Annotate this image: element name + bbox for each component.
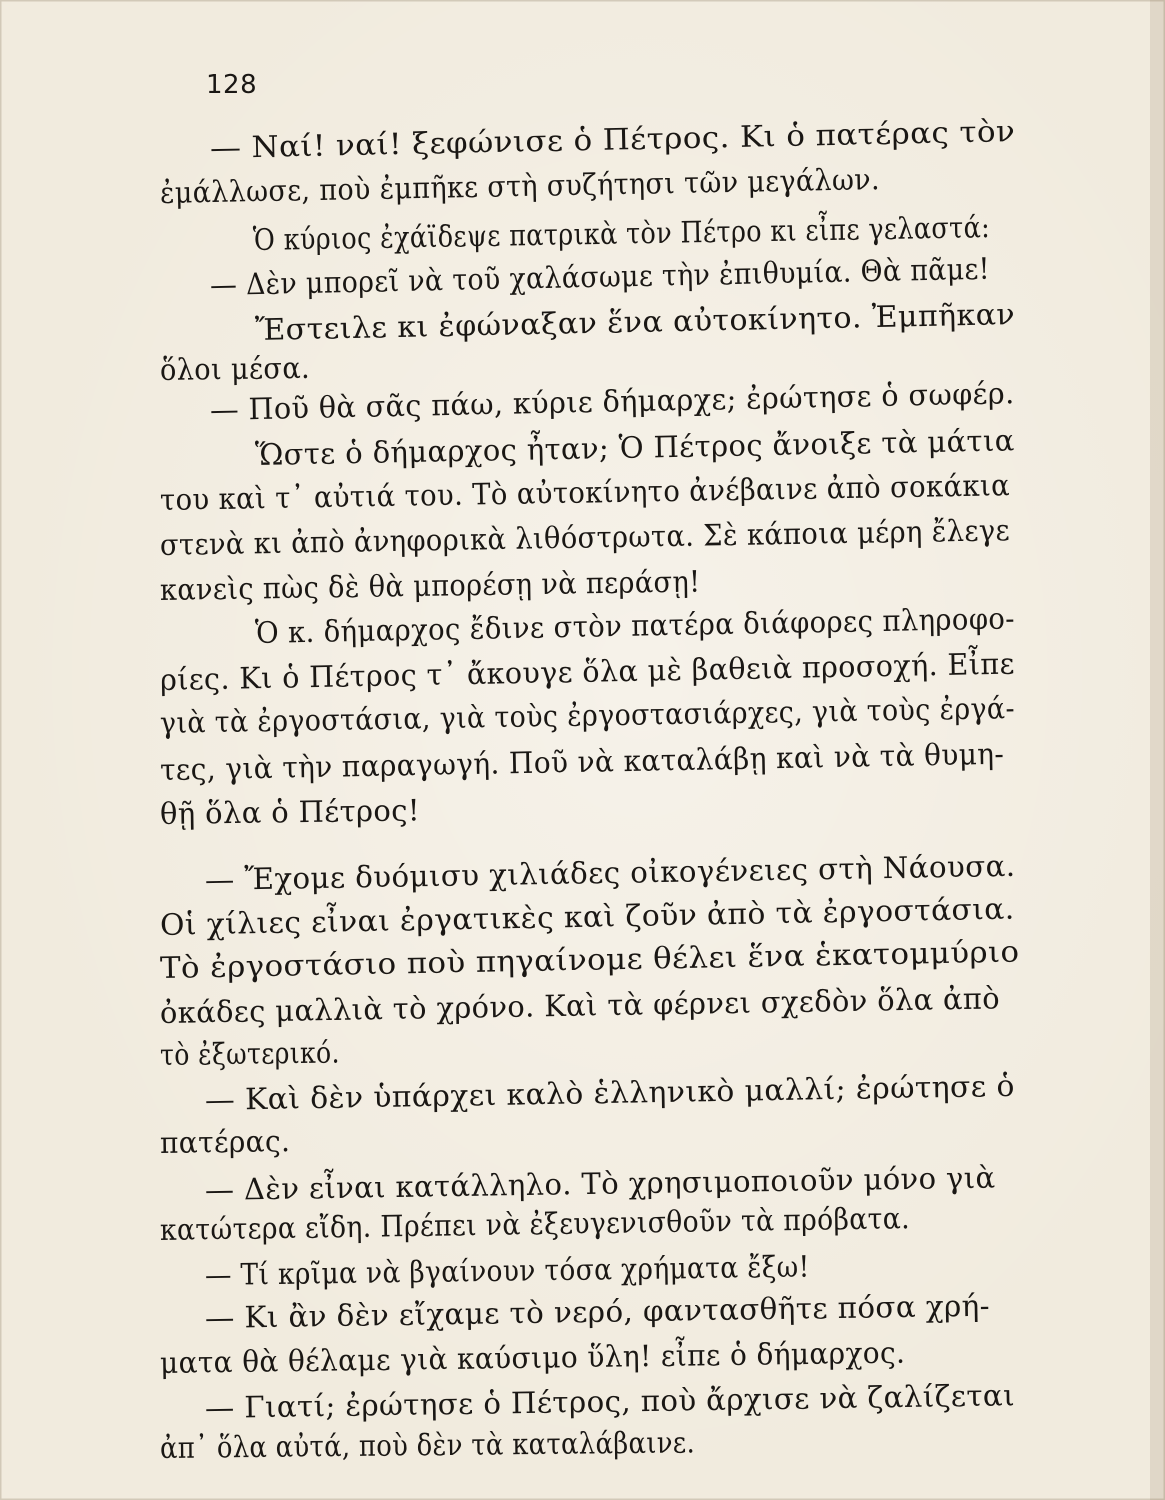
text-line: — Δὲν μπορεῖ νὰ τοῦ χαλάσωμε τὴν ἐπιθυμία. Θὰ πᾶμε!	[209, 251, 991, 302]
text-line: Οἱ χίλιες εἶναι ἐργατικὲς καὶ ζοῦν ἀπὸ τὰ ἐργοστάσια.	[159, 891, 1015, 942]
text-line: ματα θὰ θέλαμε γιὰ καύσιμο ὕλη! εἶπε ὁ δήμαρχος.	[159, 1335, 906, 1380]
text-line: τὸ ἐξωτερικό.	[159, 1035, 341, 1072]
text-line: κανεὶς πὼς δὲ θὰ μπορέσῃ νὰ περάσῃ!	[159, 564, 701, 607]
text-line: — Ποῦ θὰ σᾶς πάω, κύριε δήμαρχε; ἐρώτησε ὁ σωφέρ.	[209, 376, 1015, 427]
text-line: ρίες. Κι ὁ Πέτρος τ᾿ ἄκουγε ὅλα μὲ βαθειὰ προσοχή. Εἶπε	[159, 646, 1016, 697]
text-line: θῇ ὅλα ὁ Πέτρος!	[159, 793, 421, 831]
text-line: ἀπ᾿ ὅλα αὐτά, ποὺ δὲν τὰ καταλάβαινε.	[159, 1425, 696, 1465]
text-line: Ἔστειλε κι ἐφώναξαν ἕνα αὐτοκίνητο. Ἐμπῆκαν	[254, 297, 1016, 347]
text-line: στενὰ κι ἀπὸ ἀνηφορικὰ λιθόστρωτα. Σὲ κάποια μέρη ἔλεγε	[159, 513, 1011, 562]
text-line: ἐμάλλωσε, ποὺ ἐμπῆκε στὴ συζήτησι τῶν μεγάλων.	[159, 162, 881, 210]
text-line: Ὥστε ὁ δήμαρχος ἦταν; Ὁ Πέτρος ἄνοιξε τὰ μάτια	[254, 423, 1015, 472]
text-line: — Ναί! ναί! ξεφώνισε ὁ Πέτρος. Κι ὁ πατέρας τὸν	[209, 114, 1016, 165]
text-line: Τὸ ἐργοστάσιο ποὺ πηγαίνομε θέλει ἕνα ἑκατομμύριο	[159, 934, 1020, 985]
text-line: — Κι ἂν δὲν εἴχαμε τὸ νερό, φαντασθῆτε πόσα χρή-	[204, 1288, 991, 1335]
text-line: κατώτερα εἴδη. Πρέπει νὰ ἐξευγενισθοῦν τὰ πρόβατα.	[159, 1201, 911, 1247]
text-line: πατέρας.	[159, 1124, 291, 1160]
text-line: — Τί κρῖμα νὰ βγαίνουν τόσα χρήματα ἔξω!	[204, 1249, 810, 1292]
page-number: 128	[206, 70, 258, 100]
text-line: ὅλοι μέσα.	[159, 350, 311, 387]
text-line: Ὁ κύριος ἐχάϊδεψε πατρικὰ τὸν Πέτρο κι εἶπε γελαστά:	[252, 210, 991, 257]
text-line: — Καὶ δὲν ὑπάρχει καλὸ ἑλληνικὸ μαλλί; ἐρώτησε ὁ	[204, 1068, 1016, 1117]
text-line: τες, γιὰ τὴν παραγωγή. Ποῦ νὰ καταλάβῃ καὶ νὰ τὰ θυμη-	[159, 736, 1005, 787]
text-line: — Ἔχομε δυόμισυ χιλιάδες οἰκογένειες στὴ Νάουσα.	[204, 848, 1016, 897]
text-line: — Γιατί; ἐρώτησε ὁ Πέτρος, ποὺ ἄρχισε νὰ ζαλίζεται	[204, 1378, 1016, 1425]
text-line: γιὰ τὰ ἐργοστάσια, γιὰ τοὺς ἐργοστασιάρχες, γιὰ τοὺς ἐργά-	[159, 691, 1016, 740]
text-line: — Δὲν εἶναι κατάλληλο. Τὸ χρησιμοποιοῦν μόνο γιὰ	[204, 1160, 996, 1207]
text-line: ὀκάδες μαλλιὰ τὸ χρόνο. Καὶ τὰ φέρνει σχεδὸν ὅλα ἀπὸ	[159, 981, 1001, 1030]
text-line: Ὁ κ. δήμαρχος ἔδινε στὸν πατέρα διάφορες πληροφο-	[254, 601, 1016, 650]
text-line: του καὶ τ᾿ αὐτιά του. Τὸ αὐτοκίνητο ἀνέβαινε ἀπὸ σοκάκια	[159, 468, 1011, 517]
